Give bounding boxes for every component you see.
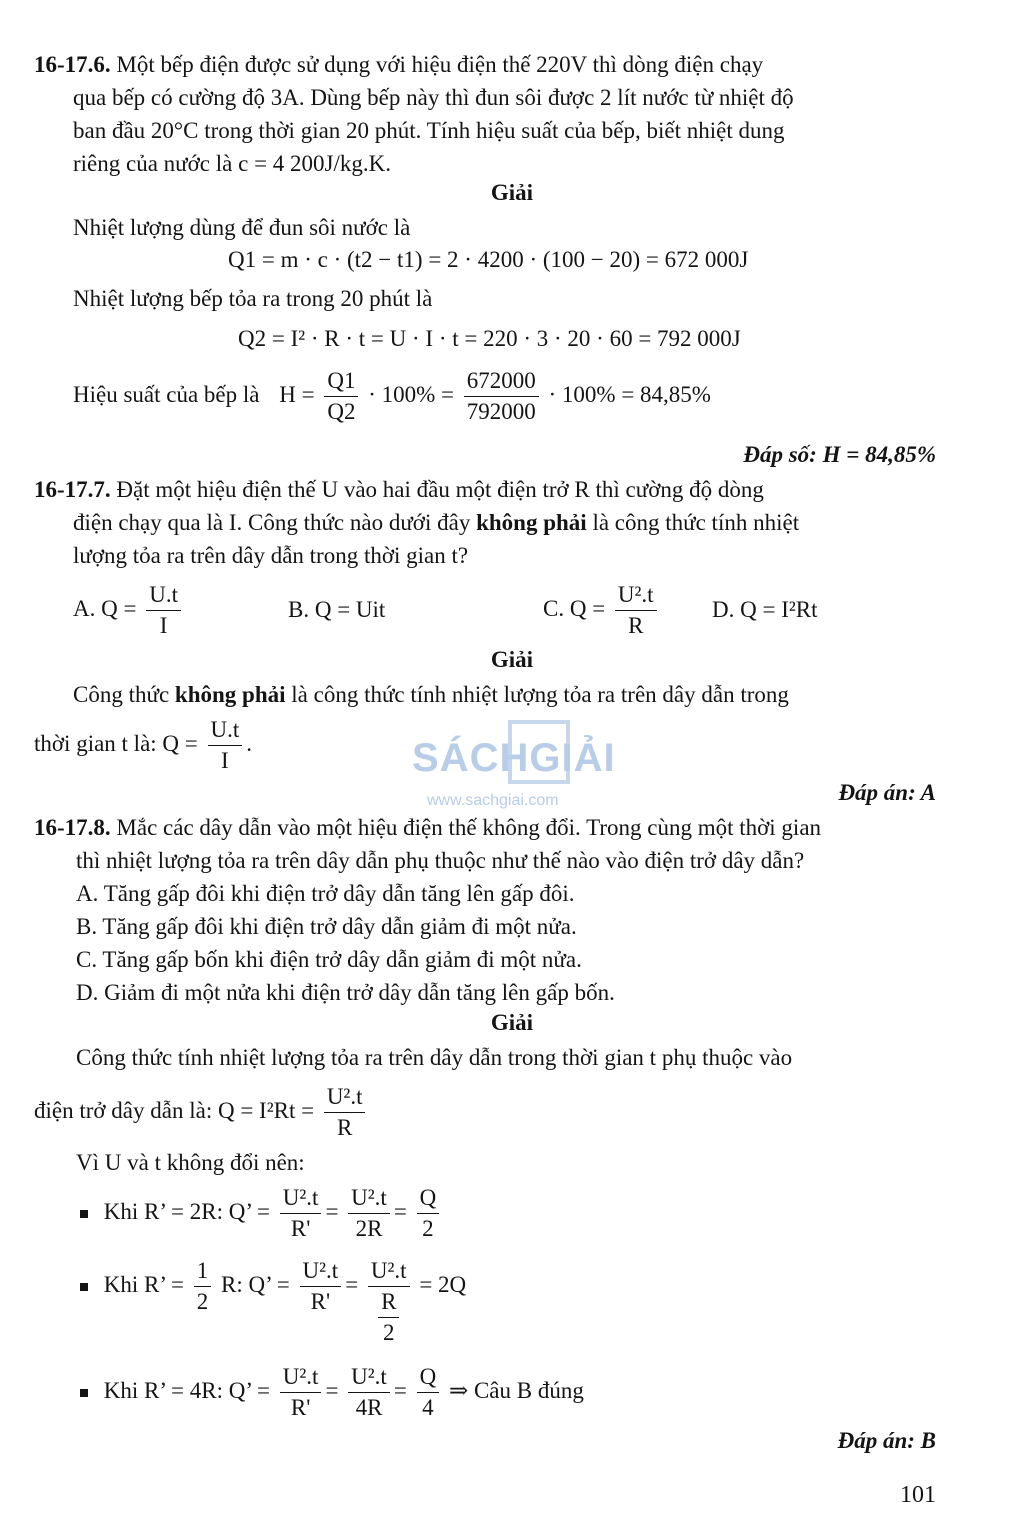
watermark-url: www.sachgiai.com [427, 792, 559, 809]
problem-7-text-2b: không phải [476, 510, 587, 535]
problem-7-number: 16-17.7. [34, 477, 111, 502]
option-a-numerator: U.t [146, 580, 181, 611]
case-4r: Khi R’ = 4R: Q’ = $\frac{\text{U².t}}{R'}$ = $\frac{\text{U².t}}{4R}$ = $\frac{Q}{4}$ ⇒ Câu B đúng [80, 1362, 584, 1423]
option-a-fraction [146, 580, 181, 641]
efficiency-fraction-1 [324, 366, 358, 427]
watermark [412, 718, 622, 808]
case-4r-fraction-1 [280, 1362, 322, 1423]
problem-6-text-1: Một bếp điện được sử dụng với hiệu điện thế 220V thì dòng điện chạy [116, 52, 764, 77]
efficiency-middle: · 100% = [368, 381, 454, 407]
efficiency-lhs: H = [279, 381, 315, 407]
problem-8-text-2: thì nhiệt lượng tỏa ra trên dây dẫn phụ thuộc như thế nào vào điện trở dây dẫn? [76, 848, 805, 873]
problem-7-sol-2: thời gian t là: Q = [34, 730, 198, 756]
problem-7-text-1: Đặt một hiệu điện thế U vào hai đầu một điện trở R thì cường độ dòng [116, 477, 764, 502]
problem-6-step-1: Nhiệt lượng dùng để đun sôi nước là [73, 215, 411, 240]
problem-7-solution-heading: Giải [490, 647, 534, 672]
problem-7-line-2 [73, 508, 799, 538]
problem-6-step-2: Nhiệt lượng bếp tỏa ra trong 20 phút là [73, 286, 433, 311]
option-d: D. Q = I²Rt [712, 597, 818, 622]
case-2r-den-1: R' [290, 1216, 311, 1241]
case-4r-label: Khi R’ = 4R: Q’ = [103, 1377, 271, 1403]
option-b: B. Q = Uit [288, 597, 386, 622]
case-2r-label: Khi R’ = 2R: Q’ = [103, 1198, 271, 1224]
bullet-icon [80, 1283, 88, 1291]
case-half-r-mid: R: Q’ = [221, 1271, 290, 1297]
efficiency-fraction-2 [464, 366, 539, 427]
problem-6-solution-heading: Giải [490, 180, 534, 205]
case-2r-num-1: U².t [280, 1183, 322, 1214]
problem-7-sol-1c: là công thức tính nhiệt lượng tỏa ra trên dây dẫn trong [291, 682, 789, 707]
problem-7-text-2a: điện chạy qua là I. Công thức nào dưới đây [73, 510, 471, 535]
problem-6-text-4: riêng của nước là c = 4 200J/kg.K. [73, 151, 391, 176]
problem-6-formula-1: Q1 = m · c · (t2 − t1) = 2 · 4200 · (100 − 20) = 672 000J [228, 247, 749, 272]
problem-6-step-3: Hiệu suất của bếp là [73, 381, 260, 407]
case-4r-num-2: U².t [348, 1362, 390, 1393]
case-2r-den-2: 2R [355, 1216, 383, 1241]
option-c-numerator: U².t [615, 580, 657, 611]
problem-8-solution-heading: Giải [490, 1010, 534, 1035]
problem-6-text-2: qua bếp có cường độ 3A. Dùng bếp này thì đun sôi được 2 lít nước từ nhiệt độ [73, 85, 794, 110]
option-a-label: A. Q = [73, 595, 137, 621]
case-4r-fraction-3 [417, 1362, 440, 1423]
problem-8-option-b: B. Tăng gấp đôi khi điện trở dây dẫn giảm đi một nửa. [76, 914, 577, 939]
problem-6-line-1 [34, 50, 763, 80]
problem-8-line-1 [34, 813, 821, 843]
problem-6-answer: Đáp số: H = 84,85% [743, 442, 936, 467]
problem-7-text-3: lượng tỏa ra trên dây dẫn trong thời gian t? [73, 543, 469, 568]
case-half-r-coef-den: 2 [196, 1289, 209, 1314]
efficiency-fraction-1-denominator: Q2 [327, 399, 356, 424]
problem-8-option-d: D. Giảm đi một nửa khi điện trở dây dẫn tăng lên gấp bốn. [76, 980, 615, 1005]
case-4r-den-1: R' [290, 1395, 311, 1420]
option-c-label: C. Q = [543, 595, 606, 621]
problem-8-sol-denominator: R [336, 1115, 353, 1140]
problem-7-sol-1a: Công thức [73, 682, 170, 707]
problem-8-answer: Đáp án: B [837, 1428, 936, 1453]
option-c [543, 580, 661, 641]
problem-7-answer: Đáp án: A [838, 780, 936, 805]
problem-8-number: 16-17.8. [34, 815, 111, 840]
case-2r-num-3: Q [417, 1183, 440, 1214]
case-half-r-num-1: U².t [300, 1256, 342, 1287]
bullet-icon [80, 1389, 88, 1397]
case-4r-conclusion: ⇒ Câu B đúng [448, 1377, 584, 1403]
case-half-r-num-2: U².t [368, 1256, 410, 1287]
bullet-icon [80, 1210, 88, 1218]
efficiency-fraction-1-numerator: Q1 [324, 366, 358, 397]
problem-7-sol-numerator: U.t [208, 715, 243, 746]
efficiency-result: · 100% = 84,85% [548, 381, 711, 407]
case-half-r: Khi R’ = $\frac{1}{2}$ R: Q’ = $\frac{\text{U².t}}{R'}$ = $\frac{\text{U².t}}{\frac{R}{2}}$ = 2Q [80, 1256, 466, 1348]
watermark-brand: SÁCHGIẢI [412, 736, 616, 780]
efficiency-fraction-2-denominator: 792000 [466, 399, 536, 424]
case-half-r-coef-num: 1 [194, 1256, 212, 1287]
problem-8-sol-line-2 [34, 1082, 369, 1143]
option-a-denominator: I [159, 613, 168, 638]
case-2r: Khi R’ = 2R: Q’ = $\frac{\text{U².t}}{R'}$ = $\frac{\text{U².t}}{2R}$ = $\frac{Q}{2}$ [80, 1183, 443, 1244]
case-half-r-coefficient [194, 1256, 212, 1317]
problem-7-sol-fraction [208, 715, 243, 776]
case-4r-den-3: 4 [422, 1395, 434, 1420]
problem-8-text-1: Mắc các dây dẫn vào một hiệu điện thế không đổi. Trong cùng một thời gian [116, 815, 822, 840]
case-half-r-nested-denominator [378, 1287, 399, 1348]
case-4r-den-2: 4R [355, 1395, 383, 1420]
case-4r-num-1: U².t [280, 1362, 322, 1393]
case-half-r-den-1: R' [310, 1289, 331, 1314]
option-c-denominator: R [628, 613, 644, 638]
option-a [73, 580, 185, 641]
problem-8-sol-2: điện trở dây dẫn là: Q = I²Rt = [34, 1097, 315, 1123]
case-2r-num-2: U².t [348, 1183, 390, 1214]
case-half-r-fraction-2 [368, 1256, 410, 1348]
problem-7-line-1 [34, 475, 764, 505]
case-4r-num-3: Q [417, 1362, 440, 1393]
problem-8-sol-fraction [324, 1082, 366, 1143]
problem-7-sol-denominator: I [221, 748, 229, 773]
case-4r-fraction-2 [348, 1362, 390, 1423]
case-half-r-nested-den: 2 [383, 1320, 395, 1345]
problem-6-formula-2: Q2 = I² · R · t = U · I · t = 220 · 3 · 20 · 60 = 792 000J [238, 326, 741, 351]
problem-7-solution-line-2: thời gian t là: Q = $\frac{U.t}{I}$ . [34, 715, 252, 776]
problem-8-sol-numerator: U².t [324, 1082, 366, 1113]
page-number: 101 [900, 1482, 936, 1508]
problem-8-option-c: C. Tăng gấp bốn khi điện trở dây dẫn giảm đi một nửa. [76, 947, 582, 972]
case-2r-fraction-3 [417, 1183, 440, 1244]
problem-7-solution-line-1 [73, 680, 789, 710]
problem-7-text-2c: là công thức tính nhiệt [592, 510, 800, 535]
problem-6-text-3: ban đầu 20°C trong thời gian 20 phút. Tính hiệu suất của bếp, biết nhiệt dung [73, 118, 785, 143]
case-half-r-nested-num: R [378, 1287, 399, 1318]
case-half-r-result: = 2Q [419, 1271, 467, 1297]
efficiency-fraction-2-numerator: 672000 [464, 366, 539, 397]
case-half-r-label: Khi R’ = [103, 1271, 185, 1297]
problem-8-sol-3: Vì U và t không đổi nên: [76, 1150, 305, 1175]
option-c-fraction [615, 580, 657, 641]
problem-6-efficiency-line [73, 366, 711, 427]
case-half-r-fraction-1 [300, 1256, 342, 1317]
case-2r-den-3: 2 [422, 1216, 434, 1241]
case-2r-fraction-2 [348, 1183, 390, 1244]
problem-8-option-a: A. Tăng gấp đôi khi điện trở dây dẫn tăng lên gấp đôi. [76, 881, 575, 906]
problem-7-sol-1b: không phải [174, 682, 286, 707]
problem-6-number: 16-17.6. [34, 52, 111, 77]
problem-8-sol-1: Công thức tính nhiệt lượng tỏa ra trên dây dẫn trong thời gian t phụ thuộc vào [76, 1045, 793, 1070]
case-2r-fraction-1 [280, 1183, 322, 1244]
